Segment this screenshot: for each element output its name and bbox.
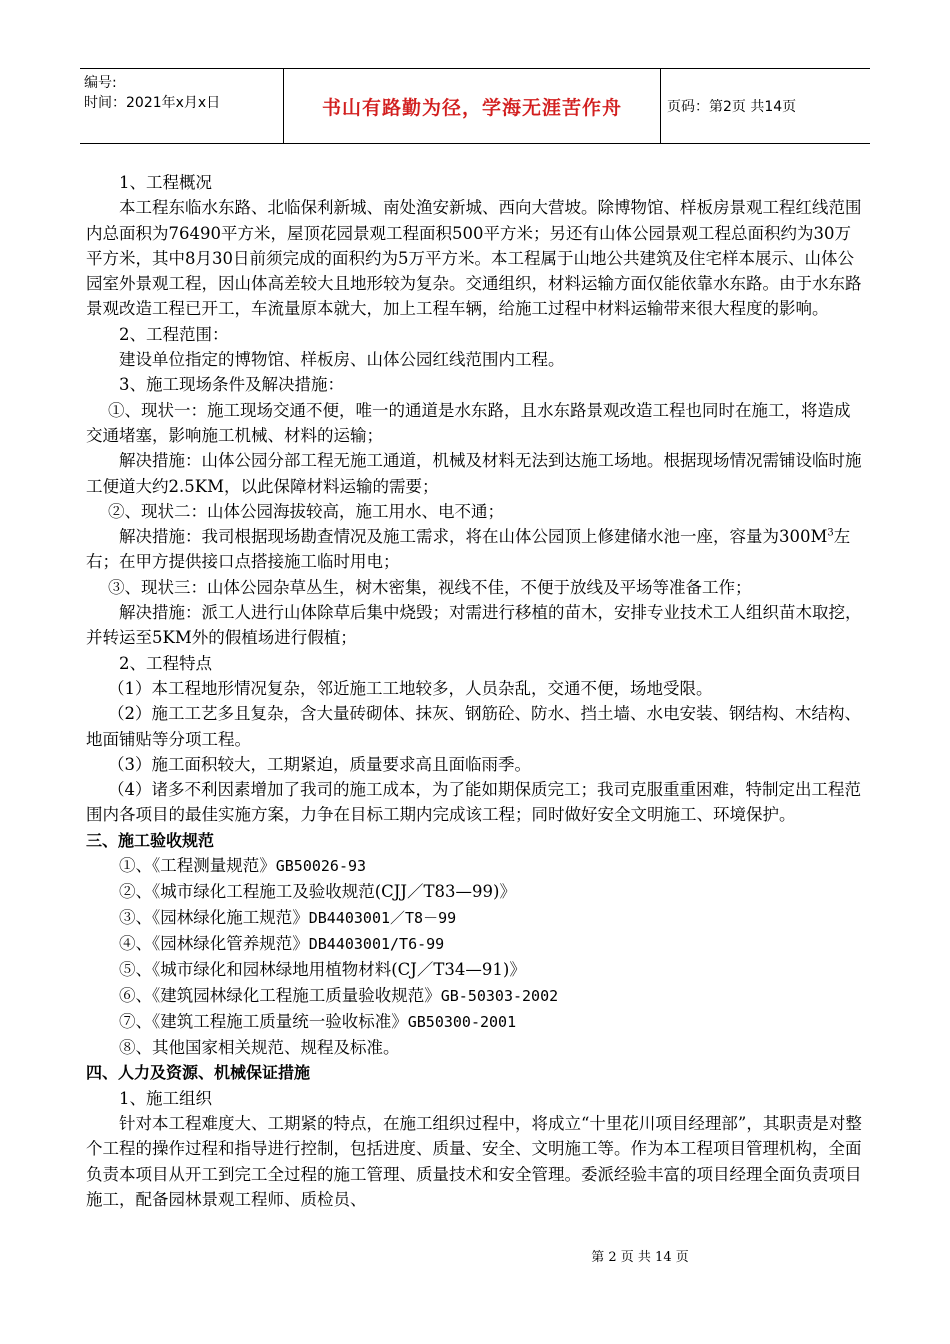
page-header: [80, 68, 870, 144]
heading-features: 2、工程特点: [119, 653, 212, 673]
standard-code: GB50300-2001: [407, 1012, 517, 1031]
header-meta: [80, 69, 283, 143]
heading-conditions: 3、施工现场条件及解决措施：: [119, 375, 344, 395]
standard-code: GB-50303-2002: [440, 986, 559, 1005]
paragraph: （3）施工面积较大，工期紧迫，质量要求高且面临雨季。: [108, 754, 531, 774]
section-heading-resources: 四、人力及资源、机械保证措施: [86, 1063, 311, 1083]
paragraph: （2）施工工艺多且复杂，含大量砖砌体、抹灰、钢筋砼、防水、挡土墙、水电安装、钢结构、木结构、地面铺贴等分项工程。: [86, 704, 861, 749]
date-label: 时间：2021年x月x日: [84, 95, 221, 111]
number-label: 编号:: [84, 75, 117, 91]
list-item: [86, 853, 862, 879]
heading-organization: 1、施工组织: [119, 1088, 212, 1108]
text-span: 左右；在甲方提供接口点搭接施工临时用电；: [86, 527, 851, 572]
paragraph: （1）本工程地形情况复杂，邻近施工工地较多，人员杂乱，交通不便，场地受限。: [108, 678, 713, 698]
list-item: ②、《城市绿化工程施工及验收规范(CJJ／T83—99)》: [119, 882, 516, 902]
list-item: [86, 931, 862, 957]
list-item: [86, 983, 862, 1009]
list-item: ⑤、《城市绿化和园林绿地用植物材料(CJ／T34—91)》: [119, 960, 526, 980]
paragraph: 本工程东临水东路、北临保利新城、南处渔安新城、西向大营坡。除博物馆、样板房景观工程红线范围内总面积为76490平方米，屋顶花园景观工程面积500平方米；另还有山体公园景观工程总面积约为30万平方米，其中8月30日前须完成的面积约为5万平方米。本工程属于山地公共建筑及住宅样本展示、山体公园室外景观工程，因山体高差较大且地形较为复杂。交通组织，材料运输方面仅能依靠水东路。由于水东路景观改造工程已开工，车流量原本就大，加上工程车辆，给施工过程中材料运输带来很大程度的影响。: [86, 198, 862, 319]
paragraph: （4）诸多不利因素增加了我司的施工成本，为了能如期保质完工；我司克服重重困难，特制定出工程范围内各项目的最佳实施方案，力争在目标工期内完成该工程；同时做好安全文明施工、环境保护。: [86, 780, 861, 825]
page-footer: 第 2 页 共 14 页: [591, 1250, 689, 1265]
paragraph: ②、现状二：山体公园海拔较高，施工用水、电不通；: [108, 501, 504, 521]
standard-code: DB4403001／T8－99: [308, 908, 457, 927]
list-item: [86, 1009, 862, 1035]
paragraph: ③、现状三：山体公园杂草丛生，树木密集，视线不佳，不便于放线及平场等准备工作；: [108, 577, 752, 597]
header-page-info: 页码：第2页 共14页: [667, 99, 797, 115]
paragraph: 针对本工程难度大、工期紧的特点，在施工组织过程中，将成立“十里花川项目经理部”，其职责是对整个工程的操作过程和指导进行控制，包括进度、质量、安全、文明施工等。作为本工程项目管理机构，全面负责本项目从开工到完工全过程的施工管理、质量技术和安全管理。委派经验丰富的项目经理全面负责项目施工，配备园林景观工程师、质检员、: [86, 1113, 862, 1209]
standard-code: DB4403001/T6-99: [308, 934, 445, 953]
paragraph: 解决措施：派工人进行山体除草后集中烧毁；对需进行移植的苗木，安排专业技术工人组织苗木取挖，并转运至5KM外的假植场进行假植；: [86, 603, 862, 648]
text-span: 解决措施：我司根据现场勘查情况及施工需求，将在山体公园顶上修建储水池一座，容量为300M: [119, 527, 828, 547]
section-heading-standards: 三、施工验收规范: [86, 830, 215, 850]
text-span: ⑥、《建筑园林绿化工程施工质量验收规范》: [119, 985, 441, 1005]
document-body: [86, 170, 862, 1212]
paragraph: 建设单位指定的博物馆、样板房、山体公园红线范围内工程。: [119, 350, 565, 370]
text-span: ④、《园林绿化管养规范》: [119, 933, 309, 953]
header-motto: 书山有路勤为径，学海无涯苦作舟: [283, 69, 661, 143]
list-item: ⑧、其他国家相关规范、规程及标准。: [119, 1038, 400, 1058]
heading-overview: 1、工程概况: [119, 173, 212, 192]
list-item: [86, 905, 862, 931]
heading-scope: 2、工程范围：: [119, 324, 229, 344]
paragraph: 解决措施：山体公园分部工程无施工通道，机械及材料无法到达施工场地。根据现场情况需铺设临时施工便道大约2.5KM，以此保障材料运输的需要；: [86, 451, 862, 496]
paragraph: [86, 524, 862, 575]
paragraph: ①、现状一：施工现场交通不便，唯一的通道是水东路，且水东路景观改造工程也同时在施工，将造成交通堵塞，影响施工机械、材料的运输；: [86, 400, 851, 445]
superscript: 3: [827, 527, 834, 539]
text-span: ③、《园林绿化施工规范》: [119, 907, 309, 927]
text-span: ①、《工程测量规范》: [119, 856, 276, 876]
standard-code: GB50026-93: [275, 857, 367, 876]
text-span: ⑦、《建筑工程施工质量统一验收标准》: [119, 1011, 408, 1031]
